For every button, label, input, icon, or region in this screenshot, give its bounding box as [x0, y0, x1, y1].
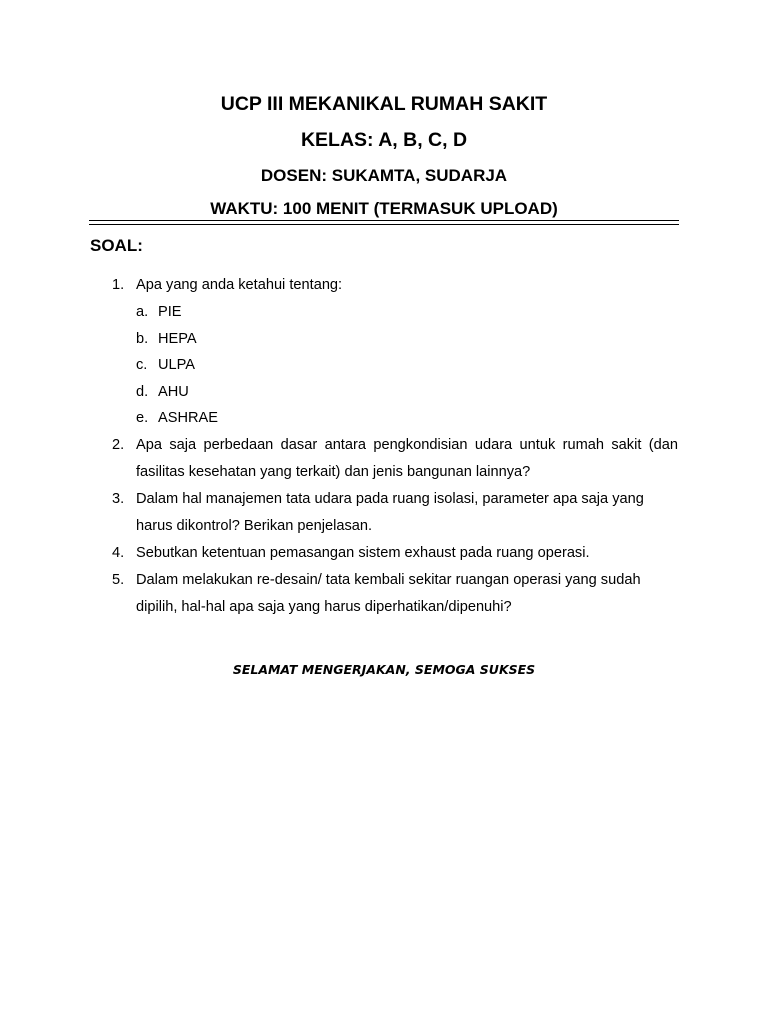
item-letter: a.	[136, 304, 149, 320]
question-number: 4.	[112, 545, 125, 561]
question-number: 3.	[112, 491, 125, 507]
questions-heading: SOAL:	[90, 236, 143, 255]
header-divider-bottom	[89, 224, 679, 225]
item-text: HEPA	[158, 331, 197, 347]
closing-message: SELAMAT MENGERJAKAN, SEMOGA SUKSES	[232, 662, 536, 677]
time-line: WAKTU: 100 MENIT (TERMASUK UPLOAD)	[210, 199, 558, 218]
document-title: UCP III MEKANIKAL RUMAH SAKIT	[220, 93, 548, 115]
question-number: 2.	[112, 437, 125, 453]
header-divider-top	[89, 220, 679, 221]
question-text: Dalam melakukan re-desain/ tata kembali sekitar ruangan operasi yang sudah dipilih, hal-hal apa saja yang harus diperhatikan/dipenuhi?	[136, 572, 641, 615]
item-text: AHU	[158, 384, 189, 400]
question-text: Dalam hal manajemen tata udara pada ruang isolasi, parameter apa saja yang harus dikontrol? Berikan penjelasan.	[136, 491, 644, 534]
question-text: Apa yang anda ketahui tentang:	[136, 277, 343, 293]
class-line: KELAS: A, B, C, D	[300, 129, 468, 151]
item-letter: d.	[136, 384, 149, 400]
item-letter: b.	[136, 331, 149, 347]
question-number: 1.	[112, 277, 125, 293]
item-letter: c.	[136, 357, 148, 373]
question-text: Sebutkan ketentuan pemasangan sistem exhaust pada ruang operasi.	[136, 545, 590, 561]
question-number: 5.	[112, 572, 125, 588]
item-text: ULPA	[158, 357, 196, 373]
item-text: PIE	[158, 304, 182, 320]
question-text: Apa saja perbedaan dasar antara pengkondisian udara untuk rumah sakit (dan fasilitas kesehatan yang terkait) dan jenis bangunan lainnya?	[136, 437, 678, 480]
item-letter: e.	[136, 410, 149, 426]
lecturer-line: DOSEN: SUKAMTA, SUDARJA	[260, 166, 508, 185]
item-text: ASHRAE	[158, 410, 219, 426]
